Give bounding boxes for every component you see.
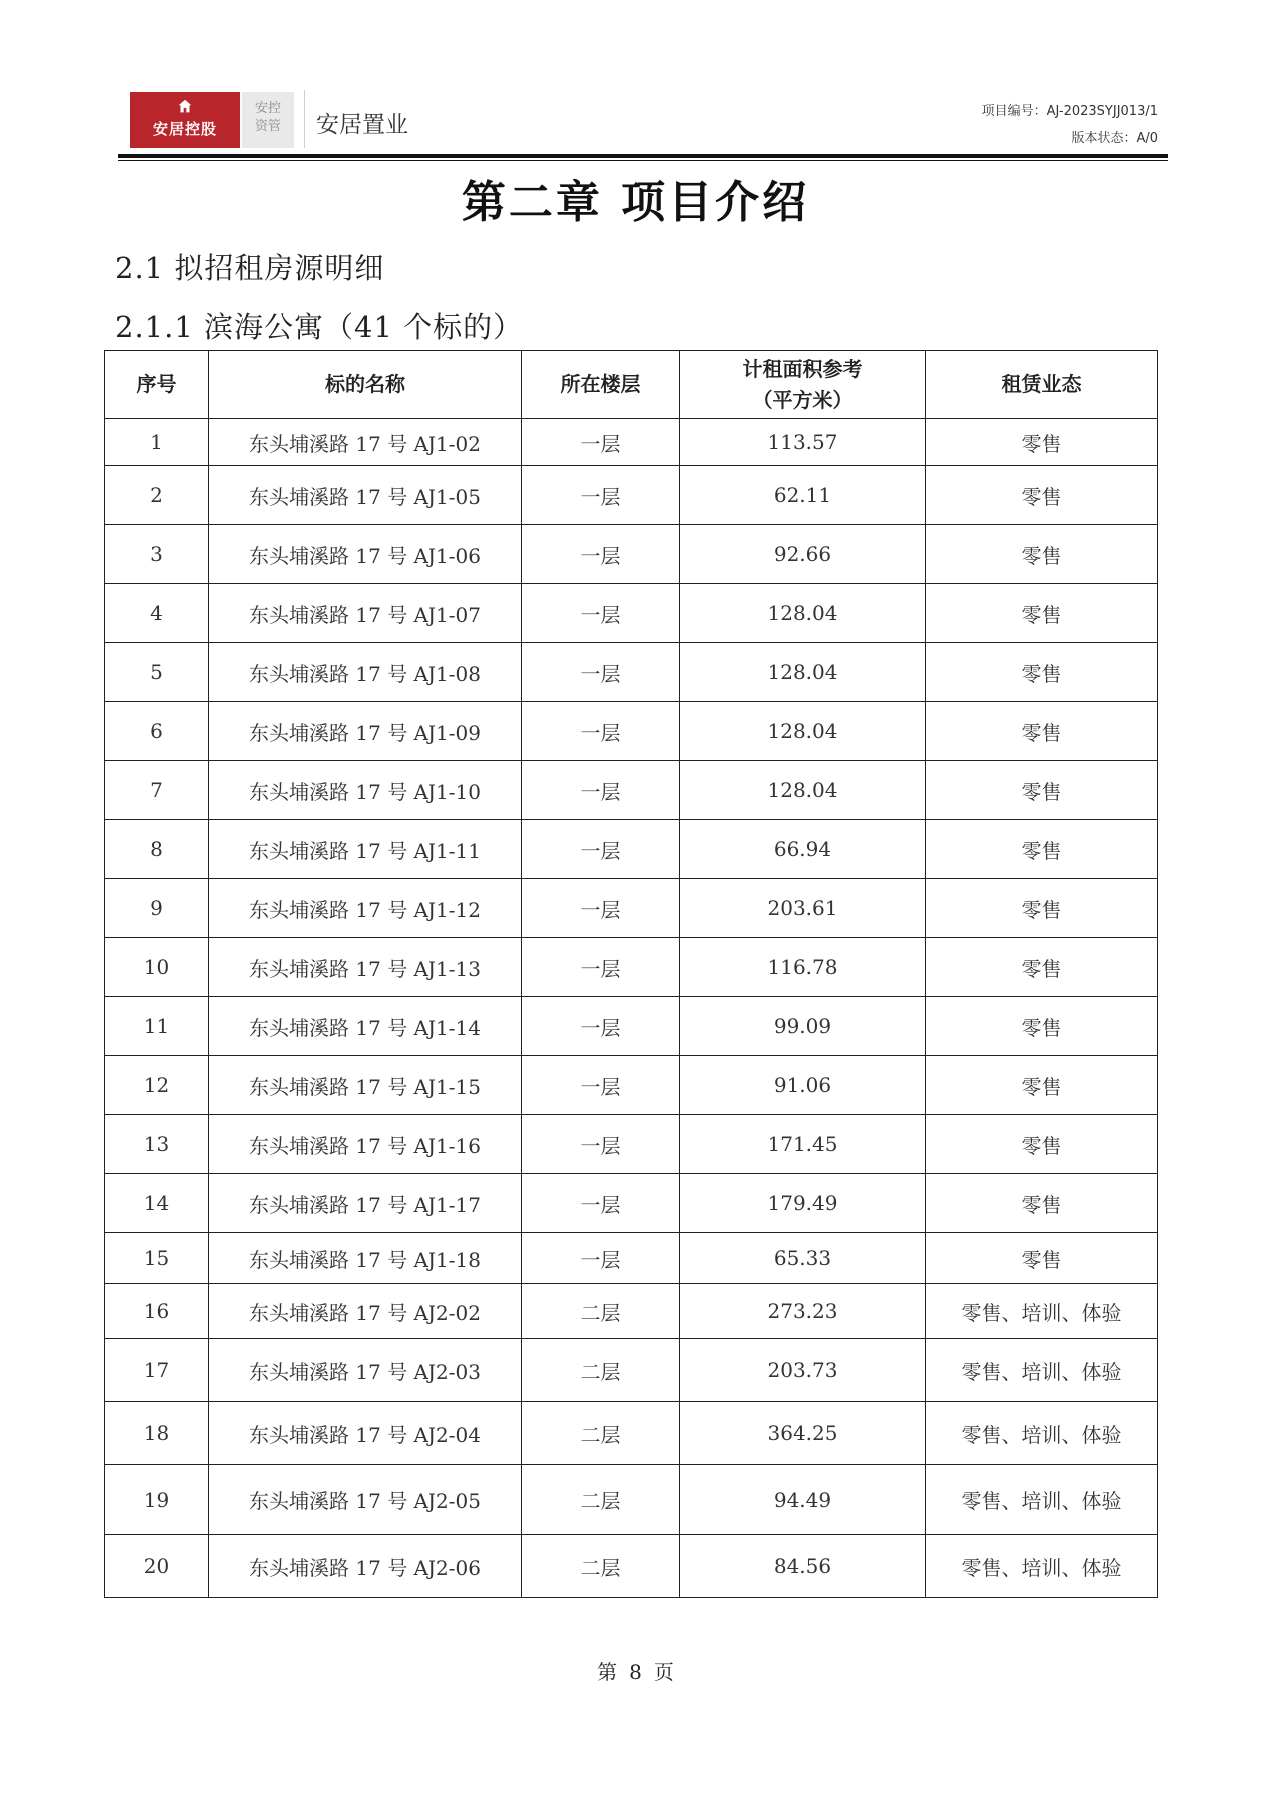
cell-use: 零售 — [926, 1174, 1158, 1233]
table-row — [105, 1233, 1158, 1284]
logo-emblem-icon — [176, 98, 194, 116]
logo-divider — [304, 90, 305, 148]
table-row — [105, 466, 1158, 525]
cell-no: 13 — [105, 1115, 209, 1174]
cell-use: 零售 — [926, 1056, 1158, 1115]
cell-area: 203.61 — [680, 879, 926, 938]
cell-name: 东头埔溪路 17 号 AJ1-17 — [209, 1174, 522, 1233]
footer-suffix: 页 — [653, 1660, 674, 1684]
cell-area: 65.33 — [680, 1233, 926, 1284]
cell-no: 10 — [105, 938, 209, 997]
logo-sub-mark — [242, 92, 294, 148]
cell-area: 116.78 — [680, 938, 926, 997]
page-footer — [0, 1656, 1271, 1685]
cell-use: 零售、培训、体验 — [926, 1402, 1158, 1465]
cell-use: 零售 — [926, 584, 1158, 643]
table-row — [105, 1284, 1158, 1339]
cell-floor: 一层 — [522, 938, 680, 997]
cell-name: 东头埔溪路 17 号 AJ2-02 — [209, 1284, 522, 1339]
table-row — [105, 879, 1158, 938]
cell-use: 零售 — [926, 525, 1158, 584]
cell-use: 零售 — [926, 419, 1158, 466]
table-row — [105, 419, 1158, 466]
cell-name: 东头埔溪路 17 号 AJ2-03 — [209, 1339, 522, 1402]
cell-area: 128.04 — [680, 643, 926, 702]
header-rule-thick — [118, 154, 1168, 158]
cell-name: 东头埔溪路 17 号 AJ1-16 — [209, 1115, 522, 1174]
cell-name: 东头埔溪路 17 号 AJ1-15 — [209, 1056, 522, 1115]
logo-sub-line1: 安控 — [254, 101, 281, 116]
cell-no: 20 — [105, 1535, 209, 1598]
table-row — [105, 1174, 1158, 1233]
cell-use: 零售 — [926, 1233, 1158, 1284]
table-header-row — [105, 351, 1158, 419]
cell-no: 14 — [105, 1174, 209, 1233]
table-row — [105, 643, 1158, 702]
cell-use: 零售 — [926, 997, 1158, 1056]
cell-name: 东头埔溪路 17 号 AJ1-05 — [209, 466, 522, 525]
company-logo — [130, 92, 240, 148]
cell-area: 179.49 — [680, 1174, 926, 1233]
cell-floor: 一层 — [522, 419, 680, 466]
table-row — [105, 525, 1158, 584]
cell-no: 7 — [105, 761, 209, 820]
project-number: 项目编号：AJ-2023SYJJ013/1 — [981, 104, 1158, 119]
cell-name: 东头埔溪路 17 号 AJ2-06 — [209, 1535, 522, 1598]
cell-name: 东头埔溪路 17 号 AJ1-08 — [209, 643, 522, 702]
cell-use: 零售 — [926, 938, 1158, 997]
cell-area: 273.23 — [680, 1284, 926, 1339]
header-area-line1: 计租面积参考 — [742, 356, 863, 381]
subsection-heading: 2.1.1 滨海公寓（41 个标的） — [115, 310, 524, 344]
cell-no: 19 — [105, 1465, 209, 1535]
cell-area: 113.57 — [680, 419, 926, 466]
cell-no: 1 — [105, 419, 209, 466]
cell-no: 18 — [105, 1402, 209, 1465]
table-row — [105, 1535, 1158, 1598]
header-rule-thin — [118, 160, 1168, 161]
cell-floor: 二层 — [522, 1339, 680, 1402]
cell-floor: 一层 — [522, 1115, 680, 1174]
cell-no: 2 — [105, 466, 209, 525]
cell-use: 零售 — [926, 820, 1158, 879]
page-number: 8 — [629, 1660, 642, 1684]
cell-use: 零售 — [926, 1115, 1158, 1174]
cell-floor: 一层 — [522, 997, 680, 1056]
cell-area: 66.94 — [680, 820, 926, 879]
table-row — [105, 1465, 1158, 1535]
chapter-title: 第二章 项目介绍 — [461, 177, 810, 228]
cell-name: 东头埔溪路 17 号 AJ1-02 — [209, 419, 522, 466]
rental-listing-table — [104, 350, 1158, 1598]
cell-use: 零售 — [926, 643, 1158, 702]
table-row — [105, 1339, 1158, 1402]
cell-floor: 一层 — [522, 643, 680, 702]
cell-no: 3 — [105, 525, 209, 584]
cell-name: 东头埔溪路 17 号 AJ1-09 — [209, 702, 522, 761]
header-name: 标的名称 — [209, 351, 522, 419]
cell-area: 92.66 — [680, 525, 926, 584]
brand-name: 安居置业 — [316, 112, 408, 138]
header-floor: 所在楼层 — [522, 351, 680, 419]
cell-floor: 一层 — [522, 1056, 680, 1115]
cell-use: 零售 — [926, 879, 1158, 938]
cell-area: 364.25 — [680, 1402, 926, 1465]
cell-floor: 一层 — [522, 820, 680, 879]
table-row — [105, 761, 1158, 820]
cell-area: 94.49 — [680, 1465, 926, 1535]
cell-floor: 一层 — [522, 525, 680, 584]
cell-no: 17 — [105, 1339, 209, 1402]
page-header — [118, 88, 1168, 158]
cell-name: 东头埔溪路 17 号 AJ1-18 — [209, 1233, 522, 1284]
header-no: 序号 — [105, 351, 209, 419]
header-area — [680, 351, 926, 419]
cell-area: 171.45 — [680, 1115, 926, 1174]
cell-name: 东头埔溪路 17 号 AJ2-05 — [209, 1465, 522, 1535]
table-row — [105, 1402, 1158, 1465]
cell-floor: 二层 — [522, 1402, 680, 1465]
cell-floor: 一层 — [522, 702, 680, 761]
cell-area: 128.04 — [680, 584, 926, 643]
cell-use: 零售、培训、体验 — [926, 1465, 1158, 1535]
cell-area: 203.73 — [680, 1339, 926, 1402]
cell-use: 零售、培训、体验 — [926, 1284, 1158, 1339]
cell-no: 6 — [105, 702, 209, 761]
cell-no: 16 — [105, 1284, 209, 1339]
cell-no: 4 — [105, 584, 209, 643]
header-use: 租赁业态 — [926, 351, 1158, 419]
logo-sub-line2: 资管 — [254, 119, 281, 134]
cell-name: 东头埔溪路 17 号 AJ1-11 — [209, 820, 522, 879]
cell-name: 东头埔溪路 17 号 AJ1-12 — [209, 879, 522, 938]
cell-no: 11 — [105, 997, 209, 1056]
section-heading: 2.1 拟招租房源明细 — [115, 251, 385, 285]
cell-floor: 二层 — [522, 1465, 680, 1535]
cell-area: 62.11 — [680, 466, 926, 525]
cell-floor: 一层 — [522, 584, 680, 643]
table-row — [105, 997, 1158, 1056]
table-row — [105, 938, 1158, 997]
cell-floor: 一层 — [522, 1174, 680, 1233]
table-row — [105, 1056, 1158, 1115]
cell-no: 5 — [105, 643, 209, 702]
footer-prefix: 第 — [597, 1660, 618, 1684]
version-status: 版本状态：A/0 — [1071, 131, 1158, 146]
cell-no: 12 — [105, 1056, 209, 1115]
cell-floor: 一层 — [522, 879, 680, 938]
cell-no: 15 — [105, 1233, 209, 1284]
cell-no: 8 — [105, 820, 209, 879]
cell-area: 91.06 — [680, 1056, 926, 1115]
logo-text: 安居控股 — [152, 120, 217, 138]
cell-floor: 一层 — [522, 466, 680, 525]
cell-area: 128.04 — [680, 761, 926, 820]
table-row — [105, 584, 1158, 643]
table-body — [105, 419, 1158, 1598]
cell-no: 9 — [105, 879, 209, 938]
document-meta — [982, 98, 1158, 152]
cell-floor: 一层 — [522, 761, 680, 820]
cell-name: 东头埔溪路 17 号 AJ1-14 — [209, 997, 522, 1056]
cell-use: 零售 — [926, 702, 1158, 761]
cell-use: 零售、培训、体验 — [926, 1535, 1158, 1598]
cell-floor: 一层 — [522, 1233, 680, 1284]
cell-area: 128.04 — [680, 702, 926, 761]
cell-area: 99.09 — [680, 997, 926, 1056]
cell-name: 东头埔溪路 17 号 AJ1-06 — [209, 525, 522, 584]
cell-name: 东头埔溪路 17 号 AJ1-07 — [209, 584, 522, 643]
table-row — [105, 1115, 1158, 1174]
table-row — [105, 702, 1158, 761]
cell-floor: 二层 — [522, 1284, 680, 1339]
cell-floor: 二层 — [522, 1535, 680, 1598]
cell-name: 东头埔溪路 17 号 AJ2-04 — [209, 1402, 522, 1465]
cell-use: 零售 — [926, 466, 1158, 525]
cell-name: 东头埔溪路 17 号 AJ1-10 — [209, 761, 522, 820]
table-row — [105, 820, 1158, 879]
header-area-line2: （平方米） — [752, 387, 853, 412]
cell-area: 84.56 — [680, 1535, 926, 1598]
cell-name: 东头埔溪路 17 号 AJ1-13 — [209, 938, 522, 997]
cell-use: 零售 — [926, 761, 1158, 820]
cell-use: 零售、培训、体验 — [926, 1339, 1158, 1402]
